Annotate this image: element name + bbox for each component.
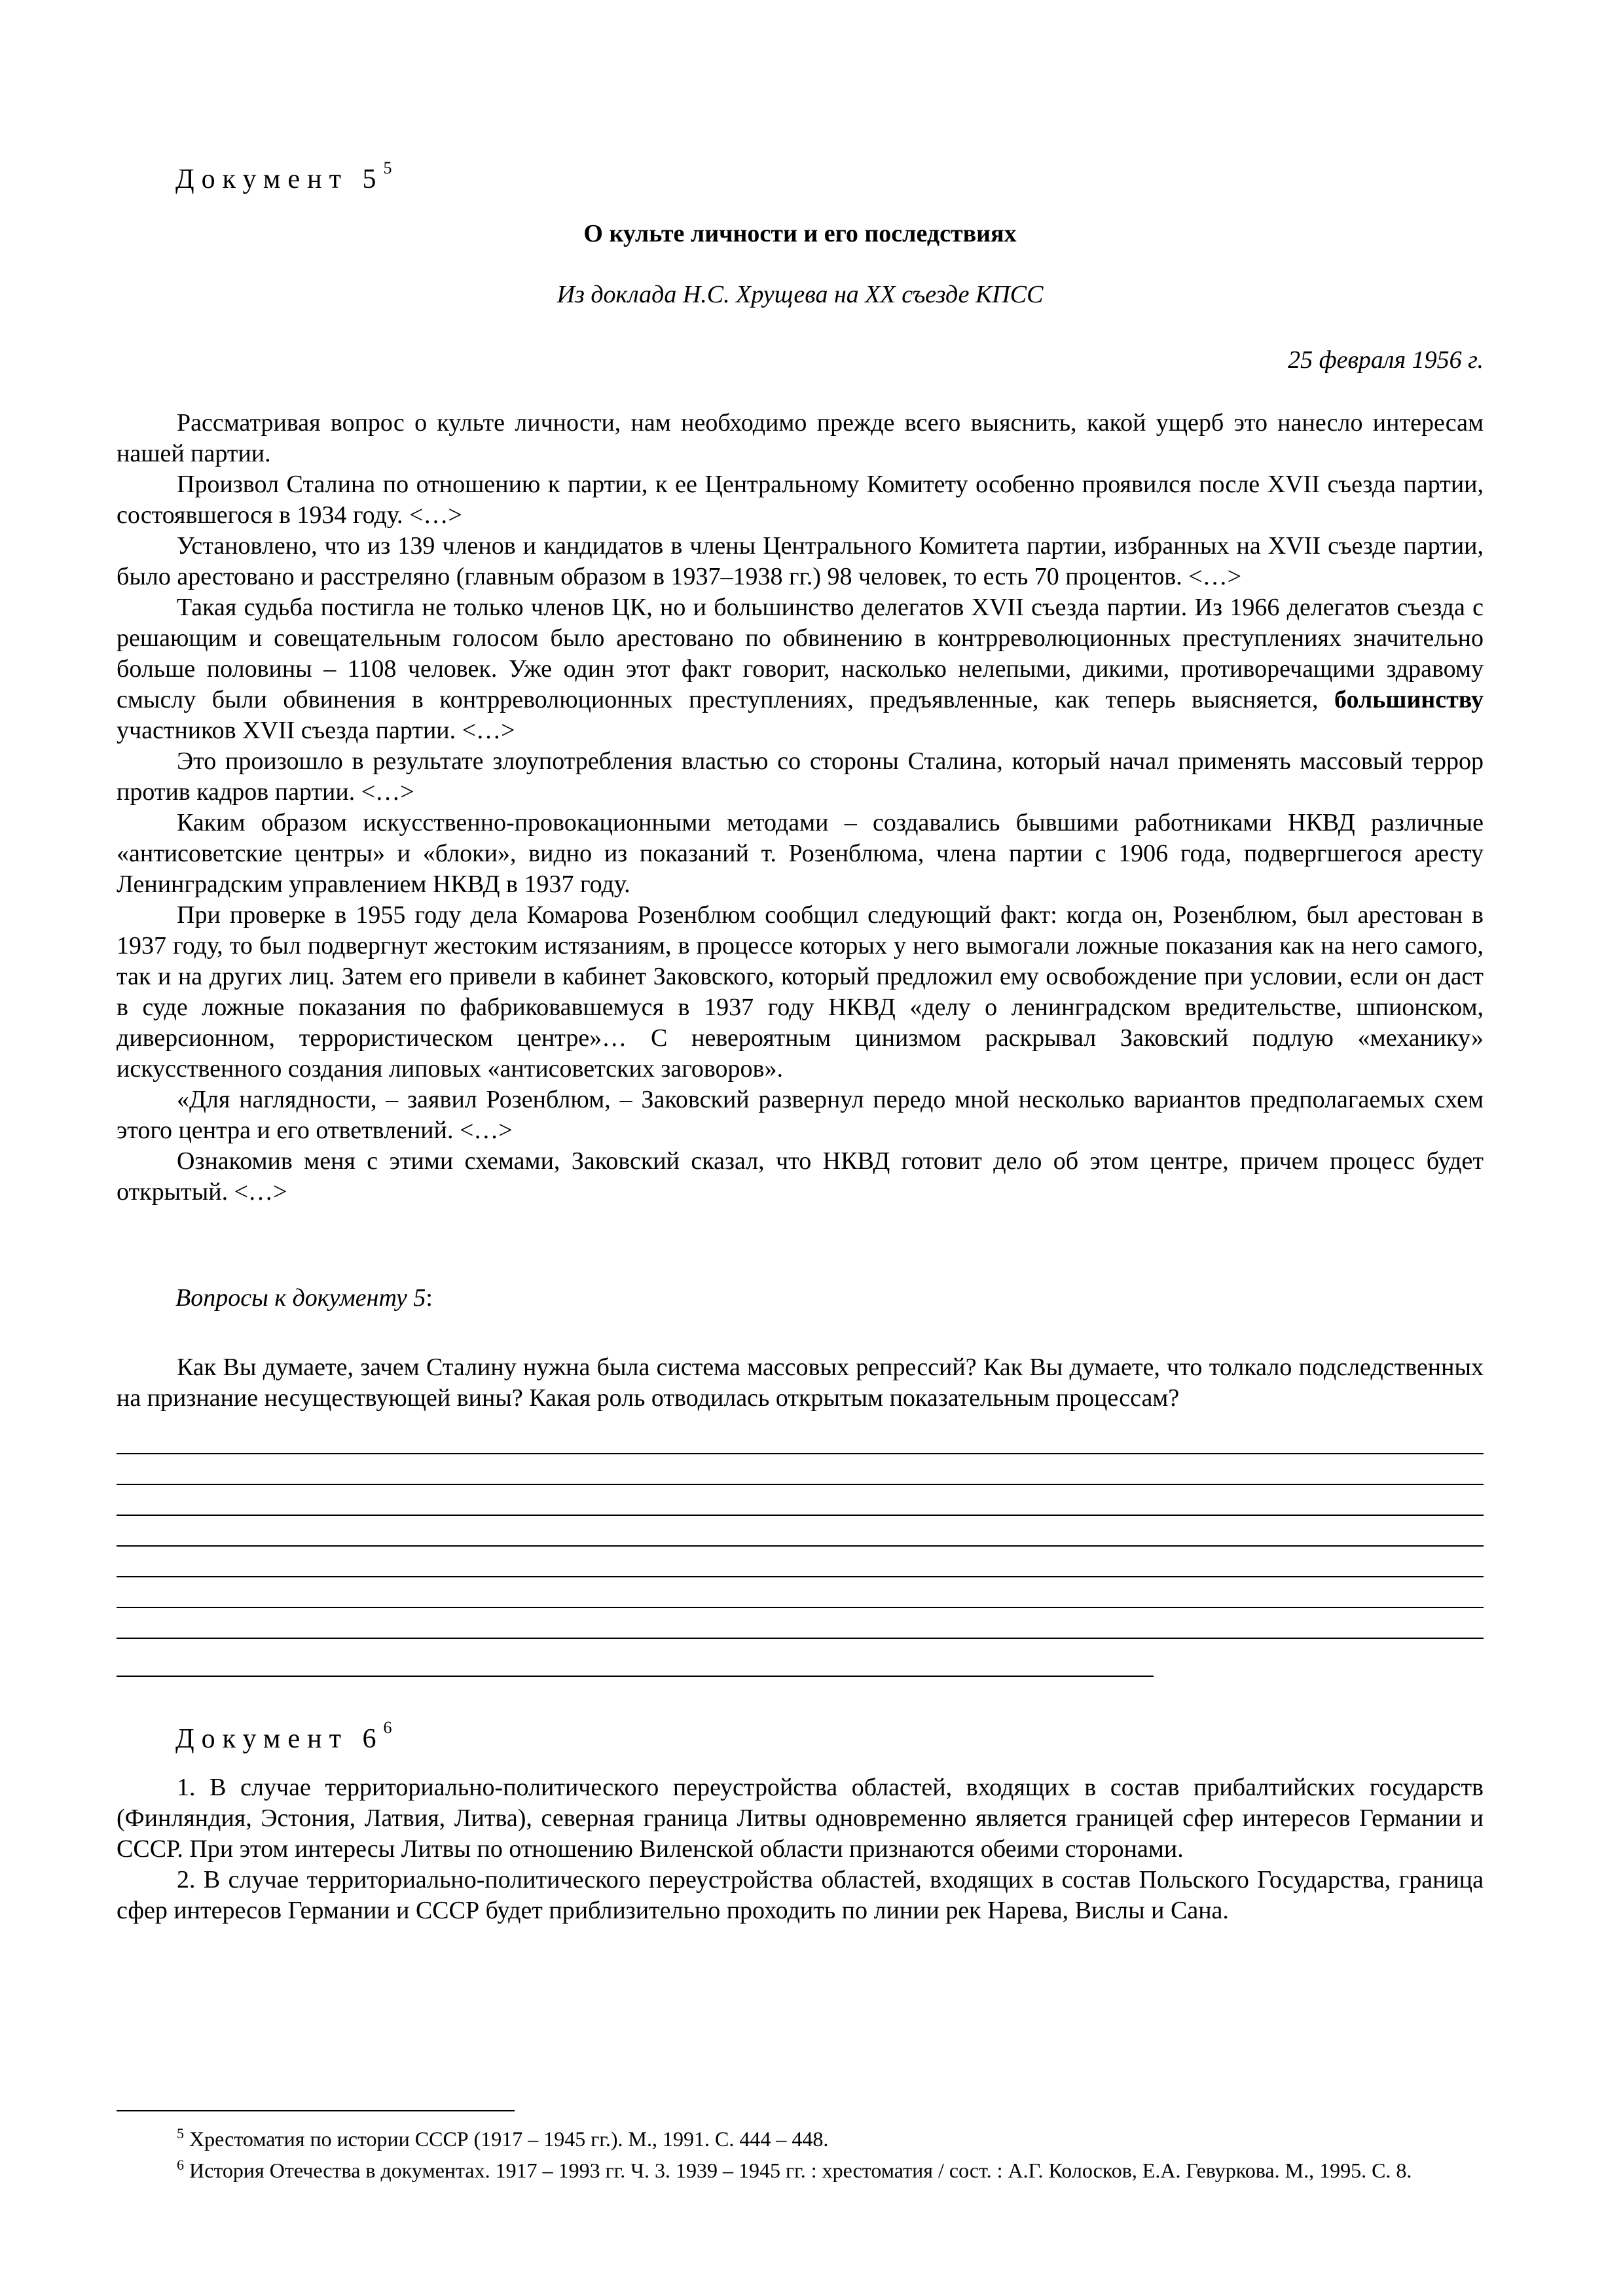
footnote-ref-6[interactable]: 6 xyxy=(383,1718,392,1737)
footnote-text: Хрестоматия по истории СССР (1917 – 1945 гг.). М., 1991. С. 444 – 448. xyxy=(189,2127,829,2151)
paragraph: Установлено, что из 139 членов и кандидатов в члены Центрального Комитета партии, избранных на XVII съезде партии, было арестовано и расстреляно (главным образом в 1937–1938 гг.) 98 человек, то есть 70 процентов. <…> xyxy=(117,532,1484,590)
answer-line[interactable] xyxy=(117,1515,1484,1516)
answer-line[interactable] xyxy=(117,1576,1484,1577)
answer-line[interactable] xyxy=(117,1607,1484,1608)
footnote-separator xyxy=(117,2110,515,2111)
footnote-ref-5[interactable]: 5 xyxy=(383,158,392,177)
answer-line[interactable] xyxy=(117,1676,1154,1677)
paragraph: 2. В случае территориально-политического переустройства областей, входящих в состав Польского Государства, граница сфер интересов Германии и СССР будет приблизительно проходить по линии рек Нарева, Вислы и Сана. xyxy=(117,1866,1484,1924)
document-5-heading xyxy=(175,152,392,196)
answer-line[interactable] xyxy=(117,1453,1484,1454)
questions-label-colon: : xyxy=(426,1284,433,1312)
paragraph-text: участников XVII съезда партии. <…> xyxy=(117,717,515,744)
footnote-number: 5 xyxy=(177,2125,184,2142)
document-date: 25 февраля 1956 г. xyxy=(1288,346,1484,374)
paragraph: «Для наглядности, – заявил Розенблюм, – Заковский развернул передо мной несколько вариантов предполагаемых схем этого центра и его ответвлений. <…> xyxy=(117,1086,1484,1144)
paragraph-text: Такая судьба постигла не только членов ЦК, но и большинство делегатов XVII съезда партии. Из 1966 делегатов съезда с решающим и совещательным голосом было арестовано по обвинению в контрреволюционных преступлениях значительно больше половины – 1108 человек. Уже один этот факт говорит, насколько нелепыми, дикими, противоречащими здравому смыслу были обвинения в контрреволюционных преступлениях, предъявленные, как теперь выясняется, xyxy=(117,594,1484,713)
answer-line[interactable] xyxy=(117,1484,1484,1485)
paragraph: Ознакомив меня с этими схемами, Заковский сказал, что НКВД готовит дело об этом центре, причем процесс будет открытый. <…> xyxy=(117,1147,1484,1206)
paragraph: При проверке в 1955 году дела Комарова Розенблюм сообщил следующий факт: когда он, Розенблюм, был арестован в 1937 году, то был подвергнут жестоким истязаниям, в процессе которых у него вымогали ложные показания как на него самого, так и на других лиц. Затем его привели в кабинет Заковского, который предложил ему освобождение при условии, если он даст в суде ложные показания по фабриковавшемуся в 1937 году НКВД «делу о ленинградском вредительстве, шпионском, диверсионном, террористическом центре»… С невероятным цинизмом раскрывал Заковский подлую «механику» искусственного создания липовых «антисоветских заговоров». xyxy=(117,901,1484,1083)
document-title: О культе личности и его последствиях xyxy=(583,220,1017,247)
paragraph: 1. В случае территориально-политического переустройства областей, входящих в состав прибалтийских государств (Финляндия, Эстония, Латвия, Литва), северная граница Литвы одновременно является границей сфер интересов Германии и СССР. При этом интересы Литвы по отношению Виленской области признаются обеими сторонами. xyxy=(117,1774,1484,1863)
answer-line[interactable] xyxy=(117,1545,1484,1547)
document-6-heading xyxy=(175,1712,392,1755)
paragraph: Каким образом искусственно-провокационными методами – создавались бывшими работниками НКВД различные «антисоветские центры» и «блоки», видно из показаний т. Розенблюма, члена партии с 1906 года, подвергшегося аресту Ленинградским управлением НКВД в 1937 году. xyxy=(117,809,1484,898)
answer-line[interactable] xyxy=(117,1638,1484,1639)
document-6-body xyxy=(117,1772,1484,1926)
document-5-body xyxy=(117,408,1484,1208)
footnote-6 xyxy=(117,2152,1484,2183)
questions-block xyxy=(117,1352,1484,1414)
footnote-number: 6 xyxy=(177,2157,184,2173)
paragraph: Произвол Сталина по отношению к партии, к ее Центральному Комитету особенно проявился после XVII съезда партии, состоявшегося в 1934 году. <…> xyxy=(117,471,1484,529)
document-6-heading-text: Документ 6 xyxy=(175,1724,384,1754)
document-5-heading-text: Документ 5 xyxy=(175,164,384,194)
footnote-text: История Отечества в документах. 1917 – 1993 гг. Ч. 3. 1939 – 1945 гг. : хрестоматия / сост. : А.Г. Колосков, Е.А. Гевуркова. М., 1995. С. 8. xyxy=(189,2159,1412,2182)
footnote-5 xyxy=(117,2121,1484,2152)
bold-emphasis: большинству xyxy=(1334,686,1484,713)
paragraph: Это произошло в результате злоупотребления властью со стороны Сталина, который начал применять массовый террор против кадров партии. <…> xyxy=(117,747,1484,806)
questions-text: Как Вы думаете, зачем Сталину нужна была система массовых репрессий? Как Вы думаете, что толкало подследственных на признание несуществующей вины? Какая роль отводилась открытым показательным процессам? xyxy=(117,1354,1484,1412)
questions-label xyxy=(175,1282,433,1314)
document-subtitle: Из доклада Н.С. Хрущева на XX съезде КПСС xyxy=(556,281,1044,308)
paragraph: Рассматривая вопрос о культе личности, нам необходимо прежде всего выяснить, какой ущерб это нанесло интересам нашей партии. xyxy=(117,409,1484,467)
footnotes xyxy=(117,2121,1484,2183)
paragraph xyxy=(117,592,1484,746)
questions-label-text: Вопросы к документу 5 xyxy=(175,1284,426,1312)
